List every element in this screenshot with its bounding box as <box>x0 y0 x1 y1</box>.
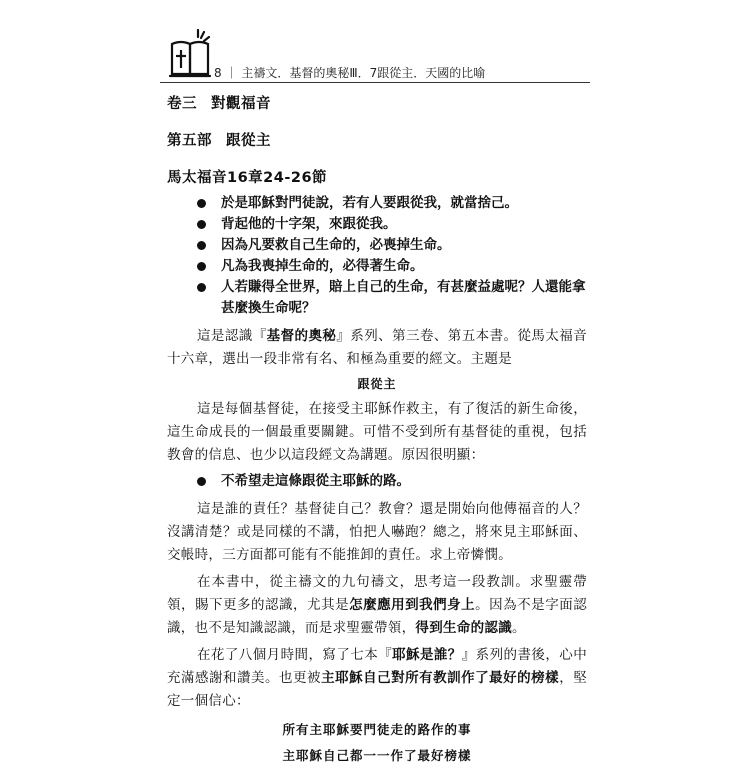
closing-line: 所有主耶穌要門徒走的路作的事 <box>282 722 472 737</box>
emphasis-text: 主耶穌自己對所有教訓作了最好的榜樣 <box>321 670 560 686</box>
header-divider: ｜ <box>225 66 238 80</box>
scripture-reference: 馬太福音16章24-26節 <box>167 170 328 186</box>
scripture-bullet: 凡為我喪掉生命的，必得著生命。 <box>197 256 587 277</box>
page-header <box>160 22 590 82</box>
series-title: 基督的奧秘 <box>266 328 337 344</box>
running-title: 主禱文．基督的奧秘Ⅲ．7跟從主．天國的比喻 <box>241 66 486 80</box>
scripture-bullet: 人若賺得全世界，賠上自己的生命，有甚麼益處呢？人還能拿甚麼換生命呢？ <box>197 277 587 319</box>
emphasis-text: 得到生命的認識 <box>415 620 513 636</box>
part-title: 跟從主 <box>226 133 271 149</box>
page-body <box>167 92 587 769</box>
text-run: 』系列、第三卷、第五本書。從馬太福音十六章，選出一段非常有名、和極為重要的經文。主題是 <box>167 328 588 367</box>
running-header <box>214 64 485 81</box>
scripture-bullet: 因為凡要救自己生命的，必喪掉生命。 <box>197 235 587 256</box>
scripture-bullets <box>167 193 587 319</box>
scripture-bullet: 於是耶穌對門徒說，若有人要跟從我，就當捨己。 <box>197 193 587 214</box>
text-run: 。 <box>512 620 526 636</box>
scripture-bullet: 背起他的十字架，來跟從我。 <box>197 214 587 235</box>
volume-title: 對觀福音 <box>211 96 271 112</box>
text-run: 在本書中，從主禱文的九句禱文，思考這一段教訓。求聖靈帶領，賜下更多的認識，尤其是 <box>167 574 587 613</box>
text-run: 。因為不是字面認識，也不是知識認識，而是求聖靈帶領， <box>167 597 588 636</box>
paragraph-intro <box>167 325 587 371</box>
text-run: 這是認識『 <box>197 328 267 344</box>
volume-heading <box>167 92 587 113</box>
header-rule <box>160 82 590 83</box>
closing-line: 主耶穌自己都一一作了最好榜樣 <box>282 748 472 763</box>
text-run: 』系列的書後，心中充滿感謝和讚美。也更被 <box>167 647 588 686</box>
closing-lines <box>167 717 587 769</box>
theme-line: 跟從主 <box>357 377 397 391</box>
paragraph-conviction <box>167 644 587 713</box>
page-number: 8 <box>214 66 222 80</box>
part-label: 第五部 <box>167 133 212 149</box>
paragraph-method <box>167 571 587 640</box>
reason-bullets <box>167 471 587 492</box>
reason-bullet: 不希望走這條跟從主耶穌的路。 <box>197 471 587 492</box>
text-run: 在花了八個月時間，寫了七本『 <box>197 647 393 663</box>
open-bible-icon <box>168 28 214 78</box>
series-title: 耶穌是誰？ <box>392 647 462 663</box>
emphasis-text: 怎麼應用到我們身上 <box>349 597 476 613</box>
paragraph-importance: 這是每個基督徒，在接受主耶穌作救主，有了復活的新生命後，這生命成長的一個最重要關鍵。可惜不受到所有基督徒的重視，包括教會的信息、也少以這段經文為講題。原因很明顯： <box>167 401 587 463</box>
text-run: ，堅定一個信心： <box>167 670 587 709</box>
volume-label: 卷三 <box>167 96 197 112</box>
paragraph-responsibility: 這是誰的責任？基督徒自己？教會？還是開始向他傳福音的人？沒講清楚？或是同樣的不講，怕把人嚇跑？總之，將來見主耶穌面、交帳時，三方面都可能有不能推卸的責任。求上帝憐憫。 <box>167 501 587 563</box>
part-heading <box>167 129 587 150</box>
